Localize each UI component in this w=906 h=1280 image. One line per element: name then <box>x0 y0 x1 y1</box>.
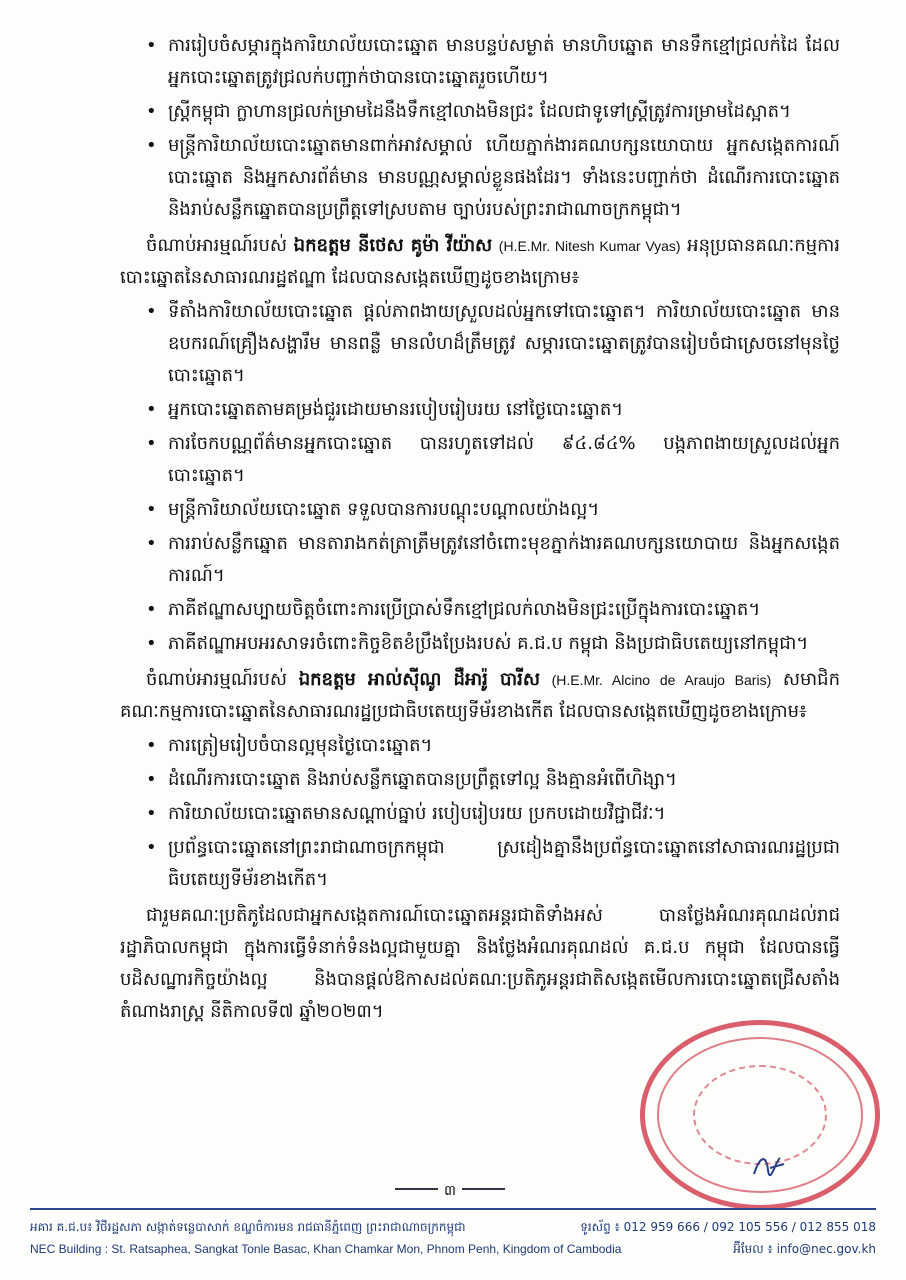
list-item <box>120 428 840 492</box>
list-item <box>120 730 840 762</box>
paragraph-text: អនុប្រធានគណៈកម្មការបោះឆ្នោតនៃសាធារណរដ្ឋឥណ្ឌា ដែលបានសង្កេតឃើញដូចខាងក្រោម៖ <box>120 235 840 288</box>
bullet-text: ស្ត្រីកម្ពុជា ក្លាហានជ្រលក់ម្រាមដៃនឹងទឹកខ្មៅលាងមិនជ្រះ ដែលជាទូទៅស្ត្រីត្រូវការម្រាមដៃស្អាត។ <box>168 101 791 122</box>
list-item <box>120 798 840 830</box>
bullet-text: ការិយាល័យបោះឆ្នោតមានសណ្តាប់ធ្នាប់ របៀបរៀបរយ ប្រកបដោយវិជ្ជាជីវៈ។ <box>168 803 666 824</box>
observer-paragraph-india <box>120 230 840 294</box>
bullet-icon: • <box>146 633 157 654</box>
observer-name: ឯកឧត្តម អាល់ស៊ីណូ ដឺអារ៉ូ បារីស <box>298 669 540 690</box>
list-item <box>120 628 840 660</box>
list-item <box>120 30 840 94</box>
bullet-text: ការរៀបចំសម្ភារក្នុងការិយាល័យបោះឆ្នោត មានបន្ទប់សម្ងាត់ មានហិបឆ្នោត មានទឹកខ្មៅជ្រលក់ដៃ ដែលអ្នកបោះឆ្នោតត្រូវជ្រលក់បញ្ជាក់ថាបានបោះឆ្នោតរួចហើយ។ <box>168 35 840 88</box>
page-number <box>395 1180 505 1200</box>
bullet-icon: • <box>146 769 157 790</box>
list-item <box>120 130 840 226</box>
bullet-icon: • <box>146 599 157 620</box>
letterhead-footer <box>30 1208 876 1260</box>
bullet-icon: • <box>146 533 157 554</box>
bullet-text: មន្ត្រីការិយាល័យបោះឆ្នោត ទទួលបានការបណ្តុះបណ្តាលយ៉ាងល្អ។ <box>168 499 600 520</box>
list-item <box>120 832 840 896</box>
page-number-value: ៣ <box>438 1182 462 1200</box>
bullet-icon: • <box>146 803 157 824</box>
bullet-icon: • <box>146 301 157 322</box>
footer-row-english <box>30 1238 876 1260</box>
list-item <box>120 494 840 526</box>
signature-mark <box>750 1150 790 1180</box>
bullet-icon: • <box>146 35 157 56</box>
observer-name-latin: (H.E.Mr. Nitesh Kumar Vyas) <box>498 238 681 254</box>
bullet-text: ភាគីឥណ្ឌាអបអរសាទរចំពោះកិច្ចខិតខំប្រឹងប្រែងរបស់ គ.ជ.ប កម្ពុជា និងប្រជាធិបតេយ្យនៅកម្ពុជា។ <box>168 633 809 654</box>
footer-email: អ៊ីមែល ៖ info@nec.gov.kh <box>733 1242 876 1256</box>
bullet-text: ការត្រៀមរៀបចំបានល្អមុនថ្ងៃបោះឆ្នោត។ <box>168 735 433 756</box>
list-item <box>120 594 840 626</box>
bullet-icon: • <box>146 101 157 122</box>
footer-address-english: NEC Building : St. Ratsaphea, Sangkat Tonle Basac, Khan Chamkar Mon, Phnom Penh, Kingdom of Cambodia <box>30 1242 622 1256</box>
footer-phone: ទូរស័ព្ទ ៖ 012 959 666 / 092 105 556 / 012 855 018 <box>580 1220 876 1234</box>
list-item <box>120 394 840 426</box>
observer-paragraph-timor-leste <box>120 664 840 728</box>
footer-address-khmer: អគារ គ.ជ.ប៖ វិថីរដ្ឋសភា សង្កាត់ទន្លេបាសាក់ ខណ្ឌចំការមន រាជធានីភ្នំពេញ ព្រះរាជាណាចក្រកម្ពុជា <box>30 1220 466 1234</box>
document-body <box>120 30 840 1030</box>
official-seal-stamp <box>640 1020 880 1210</box>
bullet-icon: • <box>146 837 157 858</box>
list-item <box>120 528 840 592</box>
bullet-text: អ្នកបោះឆ្នោតតាមគម្រង់ជួរដោយមានរបៀបរៀបរយ នៅថ្ងៃបោះឆ្នោត។ <box>168 399 624 420</box>
bullet-icon: • <box>146 499 157 520</box>
list-item <box>120 764 840 796</box>
footer-row-khmer <box>30 1216 876 1238</box>
observer-name-latin: (H.E.Mr. Alcino de Araujo Baris) <box>551 672 772 688</box>
paragraph-lead: ចំណាប់អារម្មណ៍របស់ <box>146 235 294 256</box>
bullet-text: មន្ត្រីការិយាល័យបោះឆ្នោតមានពាក់អាវសម្គាល់ ហើយភ្នាក់ងារគណបក្សនយោបាយ អ្នកសង្កេតការណ៍បោះឆ្នោត និងអ្នកសារព័ត៌មាន មានបណ្ណសម្គាល់ខ្លួនផងដែរ។ ទាំងនេះបញ្ជាក់ថា ដំណើរការបោះឆ្នោត និងរាប់សន្លឹកឆ្នោតបានប្រព្រឹត្តទៅស្របតាម ច្បាប់របស់ព្រះរាជាណាចក្រកម្ពុជា។ <box>168 135 840 220</box>
observer-name: ឯកឧត្តម នីថេស គូម៉ា វីយ៉ាស <box>293 235 493 256</box>
bullet-icon: • <box>146 735 157 756</box>
paragraph-text: សមាជិកគណៈកម្មការបោះឆ្នោតនៃសាធារណរដ្ឋប្រជាធិបតេយ្យទីម័រខាងកើត ដែលបានសង្កេតឃើញដូចខាងក្រោម៖ <box>120 669 840 722</box>
bullet-text: ទីតាំងការិយាល័យបោះឆ្នោត ផ្តល់ភាពងាយស្រួលដល់អ្នកទៅបោះឆ្នោត។ ការិយាល័យបោះឆ្នោត មានឧបករណ៍គ្រឿងសង្ហារឹម មានពន្លឺ មានលំហដ៏ត្រឹមត្រូវ សម្ភារបោះឆ្នោតត្រូវបានរៀបចំជាស្រេចនៅមុនថ្ងៃបោះឆ្នោត។ <box>168 301 840 386</box>
closing-paragraph: ជារួមគណៈប្រតិភូដែលជាអ្នកសង្កេតការណ៍បោះឆ្នោតអន្តរជាតិទាំងអស់ បានថ្លែងអំណរគុណដល់រាជរដ្ឋាភិបាលកម្ពុជា ក្នុងការធ្វើទំនាក់ទំនងល្អជាមួយគ្នា និងថ្លែងអំណរគុណដល់ គ.ជ.ប កម្ពុជា ដែលបានធ្វើបដិសណ្ឋារកិច្ចយ៉ាងល្អ និងបានផ្តល់ឱកាសដល់គណៈប្រតិភូអន្តរជាតិសង្កេតមើលការបោះឆ្នោតជ្រើសតាំងតំណាងរាស្ត្រ នីតិកាលទី៧ ឆ្នាំ២០២៣។ <box>120 905 840 1022</box>
paragraph-lead: ចំណាប់អារម្មណ៍របស់ <box>146 669 299 690</box>
list-item <box>120 296 840 392</box>
bullet-text: ការចែកបណ្ណព័ត៌មានអ្នកបោះឆ្នោត បានរហូតទៅដល់ ៩៤.៨៤% បង្កភាពងាយស្រួលដល់អ្នកបោះឆ្នោត។ <box>168 433 840 486</box>
bullet-text: ដំណើរការបោះឆ្នោត និងរាប់សន្លឹកឆ្នោតបានប្រព្រឹត្តទៅល្អ និងគ្មានអំពើហិង្សា។ <box>168 769 677 790</box>
bullet-icon: • <box>146 399 157 420</box>
bullet-text: ប្រព័ន្ធបោះឆ្នោតនៅព្រះរាជាណាចក្រកម្ពុជា ស្រដៀងគ្នានឹងប្រព័ន្ធបោះឆ្នោតនៅសាធារណរដ្ឋប្រជាធិបតេយ្យទីម័រខាងកើត។ <box>168 837 840 890</box>
bullet-icon: • <box>146 135 157 156</box>
bullet-text: ភាគីឥណ្ឌាសប្បាយចិត្តចំពោះការប្រើប្រាស់ទឹកខ្មៅជ្រលក់លាងមិនជ្រះប្រើក្នុងការបោះឆ្នោត។ <box>168 599 761 620</box>
bullet-text: ការរាប់សន្លឹកឆ្នោត មានតារាងកត់ត្រាត្រឹមត្រូវនៅចំពោះមុខភ្នាក់ងារគណបក្សនយោបាយ និងអ្នកសង្កេតការណ៍។ <box>168 533 840 586</box>
list-item <box>120 96 840 128</box>
bullet-icon: • <box>146 433 157 454</box>
